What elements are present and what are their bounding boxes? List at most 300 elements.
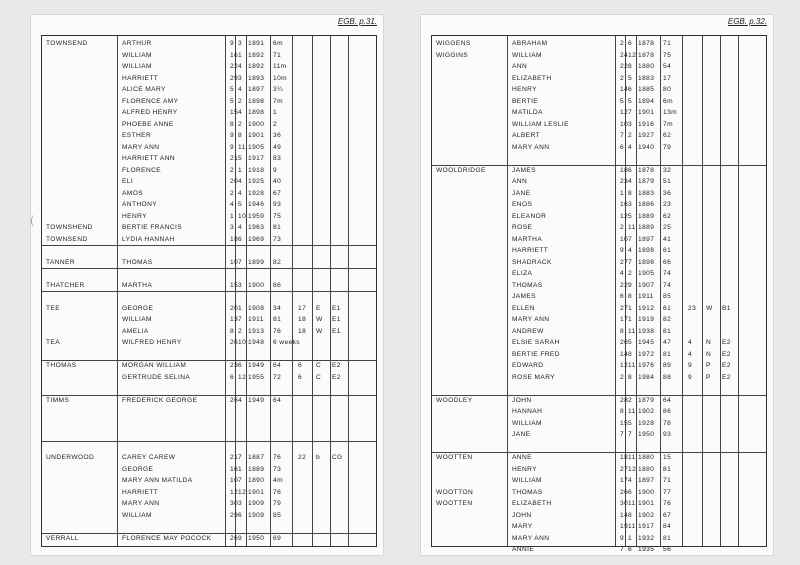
day-cell: 24 — [620, 51, 629, 59]
year-cell: 1886 — [638, 201, 655, 208]
forename-cell: WILLIAM — [122, 51, 152, 59]
register-row — [432, 199, 766, 211]
register-row — [42, 96, 376, 108]
day-cell: 4 — [230, 201, 235, 208]
year-cell: 1905 — [638, 270, 655, 277]
grave-number-cell: 22 — [298, 454, 307, 461]
age-cell: 73 — [273, 465, 282, 473]
year-cell: 1909 — [248, 500, 265, 507]
day-cell: 2 — [620, 74, 625, 82]
day-cell: 15 — [230, 281, 239, 289]
surname-cell: UNDERWOOD — [46, 454, 95, 461]
forename-cell: HANNAH — [512, 408, 543, 415]
day-cell: 28 — [620, 396, 629, 404]
forename-cell: ALICE MARY — [122, 86, 166, 93]
age-cell: 81 — [663, 465, 672, 473]
forename-cell: FREDERICK GEORGE — [122, 396, 198, 404]
register-row — [432, 452, 766, 464]
grave-section-cell: E2 — [722, 362, 731, 369]
register-row — [432, 73, 766, 85]
age-cell: 67 — [663, 511, 672, 519]
year-cell: 1900 — [248, 281, 265, 289]
year-cell: 1902 — [638, 511, 655, 519]
day-cell: 1 — [620, 189, 625, 197]
month-cell: 2 — [238, 120, 243, 128]
month-cell: 4 — [238, 189, 243, 197]
register-row — [432, 176, 766, 188]
forename-cell: MARY ANN — [512, 316, 550, 323]
day-cell: 14 — [620, 350, 629, 358]
age-cell: 6m — [663, 97, 673, 105]
age-cell: 56 — [663, 546, 672, 553]
day-cell: 16 — [230, 465, 239, 473]
surname-cell: VERRALL — [46, 534, 79, 542]
surname-cell: WOOTTON — [436, 488, 474, 496]
year-cell: 1949 — [248, 362, 265, 369]
register-row — [432, 222, 766, 234]
month-cell: 11 — [628, 523, 636, 530]
age-cell: 13m — [663, 109, 678, 116]
year-cell: 1907 — [638, 281, 655, 289]
year-cell: 1883 — [638, 74, 655, 82]
month-cell: 7 — [628, 431, 633, 438]
year-cell: 1878 — [638, 166, 655, 174]
day-cell: 8 — [620, 327, 625, 335]
register-row — [432, 245, 766, 257]
month-cell: 12 — [238, 488, 247, 496]
age-cell: 66 — [663, 258, 672, 266]
register-row — [42, 418, 376, 430]
month-cell: 8 — [628, 511, 633, 519]
month-cell: 6 — [238, 362, 243, 369]
age-cell: 36 — [663, 189, 672, 197]
year-cell: 1885 — [638, 86, 655, 93]
day-cell: 26 — [230, 339, 239, 346]
age-cell: 81 — [663, 534, 672, 542]
register-row — [432, 280, 766, 292]
day-cell: 8 — [230, 120, 235, 128]
year-cell: 1976 — [638, 362, 655, 369]
month-cell: 6 — [628, 488, 633, 496]
month-cell: 11 — [628, 408, 636, 415]
register-row — [42, 245, 376, 257]
month-cell: 3 — [628, 120, 633, 128]
grave-section-cell: E2 — [332, 373, 341, 381]
register-row — [42, 395, 376, 407]
month-cell: 3 — [238, 281, 243, 289]
grave-number-cell: 9 — [688, 373, 693, 381]
age-cell: 7m — [663, 120, 673, 128]
year-cell: 1899 — [248, 258, 265, 266]
forename-cell: ELIZABETH — [512, 500, 552, 507]
register-row — [432, 498, 766, 510]
register-row — [42, 314, 376, 326]
day-cell: 20 — [230, 178, 239, 185]
year-cell: 1946 — [248, 201, 265, 208]
age-cell: 81 — [273, 224, 282, 231]
year-cell: 1894 — [638, 97, 655, 105]
grave-section-cell: E1 — [332, 327, 341, 335]
register-row — [42, 291, 376, 303]
day-cell: 22 — [620, 63, 629, 70]
forename-cell: CAREY CAREW — [122, 454, 176, 461]
grave-row-cell: C — [316, 373, 322, 381]
year-cell: 1945 — [638, 339, 655, 346]
month-cell: 7 — [628, 109, 633, 116]
forename-cell: ALBERT — [512, 132, 540, 139]
day-cell: 13 — [230, 316, 239, 323]
year-cell: 1879 — [638, 396, 655, 404]
register-row — [42, 257, 376, 269]
age-cell: 9 — [273, 166, 278, 174]
register-row — [432, 349, 766, 361]
day-cell: 30 — [620, 500, 629, 507]
register-page-right — [420, 14, 774, 556]
age-cell: 6 weeks — [273, 339, 300, 346]
forename-cell: MARY — [512, 523, 533, 530]
year-cell: 1909 — [248, 511, 265, 519]
day-cell: 2 — [230, 189, 235, 197]
age-cell: 51 — [663, 178, 672, 185]
forename-cell: ROSE MARY — [512, 373, 556, 381]
month-cell: 7 — [238, 316, 243, 323]
year-cell: 1908 — [248, 304, 265, 312]
register-row — [432, 475, 766, 487]
register-row — [432, 383, 766, 395]
grave-row-cell: W — [316, 316, 323, 323]
day-cell: 23 — [620, 178, 629, 185]
day-cell: 18 — [620, 454, 629, 461]
age-cell: 6m — [273, 40, 283, 47]
day-cell: 1 — [230, 212, 235, 220]
day-cell: 14 — [620, 511, 629, 519]
month-cell: 2 — [238, 97, 243, 105]
register-row — [42, 84, 376, 96]
age-cell: 76 — [273, 488, 282, 496]
year-cell: 1901 — [248, 488, 265, 496]
surname-cell: WOOTTEN — [436, 454, 473, 461]
month-cell: 4 — [238, 63, 243, 70]
forename-cell: JOHN — [512, 511, 532, 519]
year-cell: 1897 — [638, 235, 655, 243]
year-cell: 1898 — [638, 258, 655, 266]
year-cell: 1897 — [638, 477, 655, 484]
year-cell: 1912 — [638, 304, 655, 312]
month-cell: 2 — [628, 132, 633, 139]
forename-cell: WILLIAM — [122, 316, 152, 323]
age-cell: 82 — [663, 316, 672, 323]
month-cell: 1 — [628, 304, 633, 312]
grave-row-cell: N — [706, 350, 712, 358]
age-cell: 79 — [663, 143, 672, 151]
forename-cell: FLORENCE AMY — [122, 97, 179, 105]
year-cell: 1905 — [248, 143, 265, 151]
year-cell: 1959 — [248, 212, 265, 220]
day-cell: 27 — [620, 304, 629, 312]
register-row — [42, 533, 376, 545]
grave-section-cell: E1 — [332, 316, 341, 323]
surname-cell: WOOTTEN — [436, 500, 473, 507]
register-row — [42, 199, 376, 211]
register-row — [432, 337, 766, 349]
day-cell: 21 — [230, 454, 239, 461]
surname-cell: TEE — [46, 304, 61, 312]
age-cell: 71 — [663, 477, 672, 484]
forename-cell: ABRAHAM — [512, 40, 548, 47]
day-cell: 22 — [620, 281, 629, 289]
age-cell: 77 — [663, 488, 672, 496]
register-row — [42, 73, 376, 85]
register-row — [42, 303, 376, 315]
month-cell: 10 — [238, 212, 247, 220]
forename-cell: JOHN — [512, 396, 532, 404]
grave-number-cell: 23 — [688, 304, 697, 312]
age-cell: 25 — [663, 224, 672, 231]
register-row — [42, 372, 376, 384]
month-cell: 4 — [238, 224, 243, 231]
register-row — [42, 50, 376, 62]
surname-cell: WIGGINS — [436, 51, 469, 59]
register-row — [42, 521, 376, 533]
register-row — [42, 464, 376, 476]
register-row — [42, 429, 376, 441]
day-cell: 9 — [620, 247, 625, 254]
month-cell: 8 — [628, 373, 633, 381]
register-row — [42, 337, 376, 349]
register-row — [432, 234, 766, 246]
age-cell: 86 — [273, 281, 282, 289]
month-cell: 8 — [628, 350, 633, 358]
register-row — [42, 268, 376, 280]
month-cell: 12 — [628, 51, 637, 59]
year-cell: 1969 — [248, 235, 265, 243]
month-cell: 4 — [238, 86, 243, 93]
forename-cell: BERTIE FRED — [512, 350, 560, 358]
month-cell: 5 — [628, 74, 633, 82]
month-cell: 7 — [238, 477, 243, 484]
register-row — [42, 475, 376, 487]
age-cell: 93 — [273, 201, 282, 208]
register-row — [432, 533, 766, 545]
day-cell: 10 — [230, 258, 239, 266]
year-cell: 1918 — [248, 166, 265, 174]
month-cell: 3 — [628, 201, 633, 208]
binding-mark — [31, 215, 38, 227]
month-cell: 9 — [238, 534, 243, 542]
forename-cell: MARY ANN — [122, 143, 160, 151]
register-row — [432, 326, 766, 338]
forename-cell: MARTHA — [512, 235, 543, 243]
forename-cell: ELIZABETH — [512, 74, 552, 82]
year-cell: 1898 — [248, 97, 265, 105]
forename-cell: FLORENCE — [122, 166, 162, 174]
month-cell: 11 — [628, 500, 636, 507]
register-row — [432, 429, 766, 441]
age-cell: 86 — [663, 408, 672, 415]
forename-cell: ANN — [512, 178, 528, 185]
day-cell: 2 — [620, 224, 625, 231]
year-cell: 1940 — [638, 143, 655, 151]
age-cell: 61 — [663, 247, 672, 254]
year-cell: 1900 — [638, 488, 655, 496]
day-cell: 6 — [230, 373, 235, 381]
day-cell: 5 — [230, 86, 235, 93]
year-cell: 1880 — [638, 465, 655, 473]
age-cell: 3¼ — [273, 86, 283, 93]
register-row — [42, 107, 376, 119]
age-cell: 79 — [273, 500, 282, 507]
month-cell: 9 — [628, 281, 633, 289]
age-cell: 2 — [273, 120, 278, 128]
register-row — [42, 360, 376, 372]
month-cell: 12 — [238, 373, 247, 381]
year-cell: 1911 — [248, 316, 264, 323]
grave-number-cell: 17 — [298, 304, 307, 312]
month-cell: 4 — [238, 396, 243, 404]
year-cell: 1949 — [248, 396, 265, 404]
age-cell: 47 — [663, 339, 672, 346]
year-cell: 1935 — [638, 546, 655, 553]
day-cell: 3 — [230, 224, 235, 231]
forename-cell: ELSIE SARAH — [512, 339, 560, 346]
age-cell: 83 — [273, 155, 282, 162]
month-cell: 8 — [238, 132, 243, 139]
month-cell: 7 — [238, 258, 243, 266]
forename-cell: THOMAS — [512, 488, 543, 496]
day-cell: 26 — [230, 396, 239, 404]
register-row — [42, 383, 376, 395]
age-cell: 64 — [273, 396, 282, 404]
year-cell: 1950 — [248, 534, 265, 542]
register-row — [432, 418, 766, 430]
month-cell: 6 — [238, 511, 243, 519]
register-row — [432, 372, 766, 384]
age-cell: 61 — [663, 304, 672, 312]
forename-cell: JAMES — [512, 293, 536, 300]
year-cell: 1950 — [638, 431, 655, 438]
day-cell: 10 — [620, 120, 629, 128]
month-cell: 6 — [628, 166, 633, 174]
forename-cell: ANNIE — [512, 546, 535, 553]
grave-section-cell: CG — [332, 454, 343, 461]
age-cell: 10m — [273, 74, 288, 82]
grave-row-cell: C — [316, 362, 322, 369]
forename-cell: ELLEN — [512, 304, 535, 312]
forename-cell: AMELIA — [122, 327, 149, 335]
age-cell: 84 — [663, 523, 672, 530]
surname-cell: WIGGENS — [436, 40, 471, 47]
month-cell: 6 — [628, 86, 633, 93]
forename-cell: MORGAN WILLIAM — [122, 362, 187, 369]
page-reference: EGB. p.31. — [337, 17, 377, 26]
year-cell: 1900 — [248, 120, 265, 128]
age-cell: 85 — [273, 511, 282, 519]
forename-cell: HENRY — [512, 86, 537, 93]
register-row — [42, 498, 376, 510]
month-cell: 11 — [238, 143, 246, 151]
day-cell: 6 — [620, 143, 625, 151]
day-cell: 20 — [230, 304, 239, 312]
forename-cell: WILFRED HENRY — [122, 339, 182, 346]
register-row — [432, 130, 766, 142]
grave-section-cell: B1 — [722, 304, 731, 312]
register-row — [42, 406, 376, 418]
register-row — [432, 119, 766, 131]
forename-cell: JANE — [512, 431, 531, 438]
age-cell: 54 — [663, 63, 672, 70]
year-cell: 1911 — [638, 293, 654, 300]
age-cell: 89 — [663, 362, 672, 369]
day-cell: 18 — [230, 235, 239, 243]
month-cell: 5 — [628, 212, 633, 220]
month-cell: 7 — [628, 235, 633, 243]
year-cell: 1878 — [638, 40, 655, 47]
day-cell: 27 — [620, 465, 629, 473]
month-cell: 8 — [628, 63, 633, 70]
forename-cell: JANE — [512, 189, 531, 197]
surname-cell: TOWNSEND — [46, 235, 88, 243]
grave-row-cell: b — [316, 454, 321, 461]
day-cell: 9 — [230, 132, 235, 139]
day-cell: 12 — [620, 362, 629, 369]
grave-row-cell: E — [316, 304, 321, 312]
register-row — [42, 142, 376, 154]
register-row — [432, 84, 766, 96]
age-cell: 76 — [273, 327, 282, 335]
register-row — [42, 38, 376, 50]
month-cell: 6 — [628, 40, 633, 47]
day-cell: 4 — [620, 270, 625, 277]
forename-cell: HARRIETT ANN — [122, 155, 176, 162]
year-cell: 1913 — [248, 327, 265, 335]
grave-section-cell: E2 — [722, 339, 731, 346]
register-row — [432, 464, 766, 476]
age-cell: 76 — [663, 500, 672, 507]
month-cell: 11 — [628, 327, 636, 335]
forename-cell: ANNE — [512, 454, 532, 461]
page-reference: EGB. p.32. — [727, 17, 767, 26]
grave-section-cell: E2 — [722, 350, 731, 358]
month-cell: 4 — [238, 109, 243, 116]
day-cell: 22 — [230, 63, 239, 70]
day-cell: 29 — [230, 74, 239, 82]
age-cell: 1 — [273, 109, 278, 116]
year-cell: 1898 — [638, 247, 655, 254]
day-cell: 21 — [230, 155, 239, 162]
month-cell: 5 — [628, 339, 633, 346]
month-cell: 1 — [238, 166, 243, 174]
forename-cell: WILLIAM — [122, 63, 152, 70]
year-cell: 1901 — [248, 132, 265, 139]
grave-number-cell: 6 — [298, 373, 303, 381]
forename-cell: WILLIAM — [512, 477, 542, 484]
forename-cell: THOMAS — [512, 281, 543, 289]
grave-row-cell: P — [706, 373, 711, 381]
age-cell: 17 — [663, 74, 672, 82]
grave-number-cell: 18 — [298, 316, 307, 323]
age-cell: 71 — [273, 51, 282, 59]
year-cell: 1893 — [248, 74, 265, 82]
age-cell: 71 — [663, 40, 672, 47]
register-row — [42, 130, 376, 142]
day-cell: 7 — [620, 546, 625, 553]
forename-cell: HARRIETT — [122, 74, 159, 82]
age-cell: 67 — [273, 189, 282, 197]
year-cell: 1887 — [248, 454, 265, 461]
forename-cell: ROSE — [512, 224, 533, 231]
register-row — [432, 50, 766, 62]
age-cell: 75 — [273, 212, 282, 220]
